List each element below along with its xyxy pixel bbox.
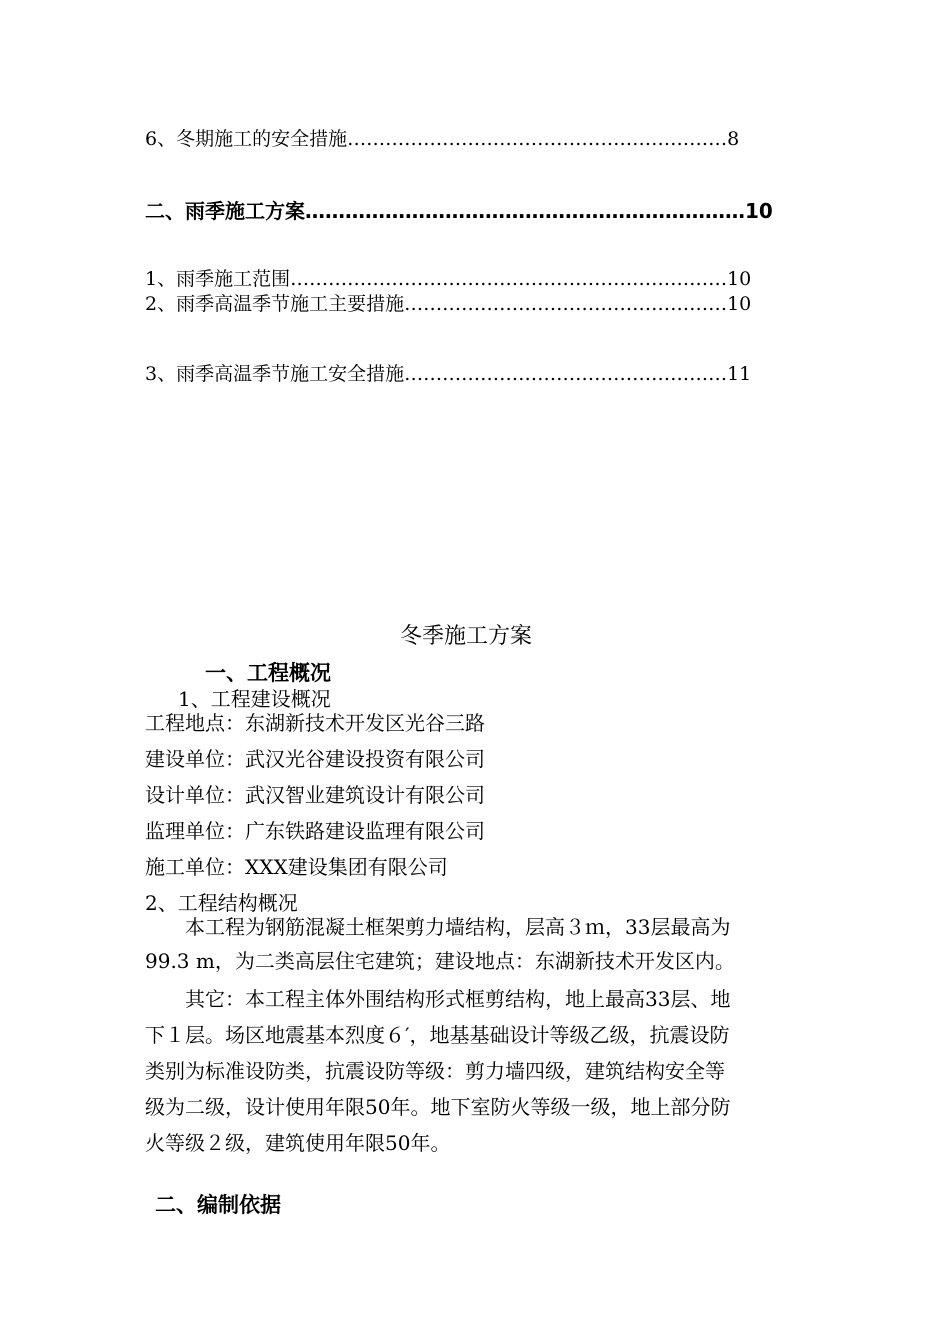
toc-item-rainy-scope: 1、雨季施工范围……………………………………………………………10	[145, 268, 752, 290]
info-line-supervisor: 监理单位：广东铁路建设监理有限公司	[145, 819, 485, 843]
paragraph-other-line: 下１层。场区地震基本烈度６′，地基基础设计等级乙级，抗震设防	[145, 1023, 730, 1047]
paragraph-other-line: 火等级２级，建筑使用年限50年。	[145, 1131, 451, 1155]
paragraph-structure-line: 99.3 m，为二类高层住宅建筑；建设地点：东湖新技术开发区内。	[145, 949, 735, 973]
page-title: 冬季施工方案	[400, 624, 533, 649]
toc-item-rainy-safety: 3、雨季高温季节施工安全措施……………………………………………11	[145, 363, 752, 385]
info-line-contractor: 施工单位：XXX建设集团有限公司	[145, 855, 448, 879]
subheading-structure: 2、工程结构概况	[145, 891, 298, 915]
paragraph-other-line: 级为二级，设计使用年限50年。地下室防火等级一级，地上部分防	[145, 1095, 731, 1119]
info-line-designer: 设计单位：武汉智业建筑设计有限公司	[145, 783, 485, 807]
section-heading-overview: 一、工程概况	[205, 661, 331, 685]
paragraph-structure-line: 本工程为钢筋混凝土框架剪力墙结构，层高３ｍ，33层最高为	[185, 915, 731, 939]
info-line-location: 工程地点：东湖新技术开发区光谷三路	[145, 711, 485, 735]
toc-section-rainy-season: 二、雨季施工方案…………………………………………………………10	[145, 199, 773, 223]
toc-item-rainy-measures: 2、雨季高温季节施工主要措施……………………………………………10	[145, 293, 752, 315]
paragraph-other-line: 其它：本工程主体外围结构形式框剪结构，地上最高33层、地	[185, 987, 731, 1011]
toc-item-winter-safety: 6、冬期施工的安全措施……………………………………………………8	[145, 128, 740, 150]
paragraph-other-line: 类别为标准设防类，抗震设防等级：剪力墙四级，建筑结构安全等	[145, 1059, 725, 1083]
info-line-owner: 建设单位：武汉光谷建设投资有限公司	[145, 747, 485, 771]
subheading-project-info: 1、工程建设概况	[178, 687, 331, 711]
section-heading-basis: 二、编制依据	[155, 1193, 281, 1217]
